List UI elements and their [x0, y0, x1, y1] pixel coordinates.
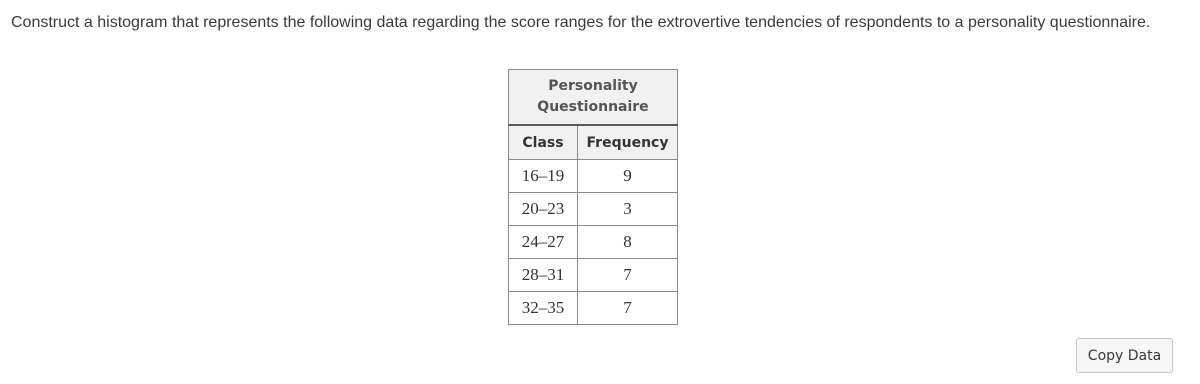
table-row	[509, 292, 678, 325]
copy-data-button[interactable]: Copy Data	[1076, 338, 1173, 373]
frequency-cell: 8	[578, 226, 678, 259]
table-row	[509, 259, 678, 292]
class-cell: 20–23	[509, 193, 578, 226]
table-row	[509, 226, 678, 259]
class-cell: 28–31	[509, 259, 578, 292]
class-cell: 16–19	[509, 160, 578, 193]
table-title-line-2: Questionnaire	[537, 99, 649, 115]
table-title-line-1: Personality	[548, 78, 638, 94]
table-title	[509, 70, 678, 126]
frequency-cell: 9	[578, 160, 678, 193]
frequency-cell: 3	[578, 193, 678, 226]
question-prompt: Construct a histogram that represents the following data regarding the score ranges for the extrovertive tendencies of respondents to a personality questionnaire.	[11, 14, 1151, 31]
frequency-cell: 7	[578, 292, 678, 325]
frequency-table	[508, 69, 678, 325]
class-cell: 32–35	[509, 292, 578, 325]
column-header-frequency: Frequency	[578, 125, 678, 160]
column-header-class: Class	[509, 125, 578, 160]
table-row	[509, 160, 678, 193]
frequency-cell: 7	[578, 259, 678, 292]
table-row	[509, 193, 678, 226]
class-cell: 24–27	[509, 226, 578, 259]
